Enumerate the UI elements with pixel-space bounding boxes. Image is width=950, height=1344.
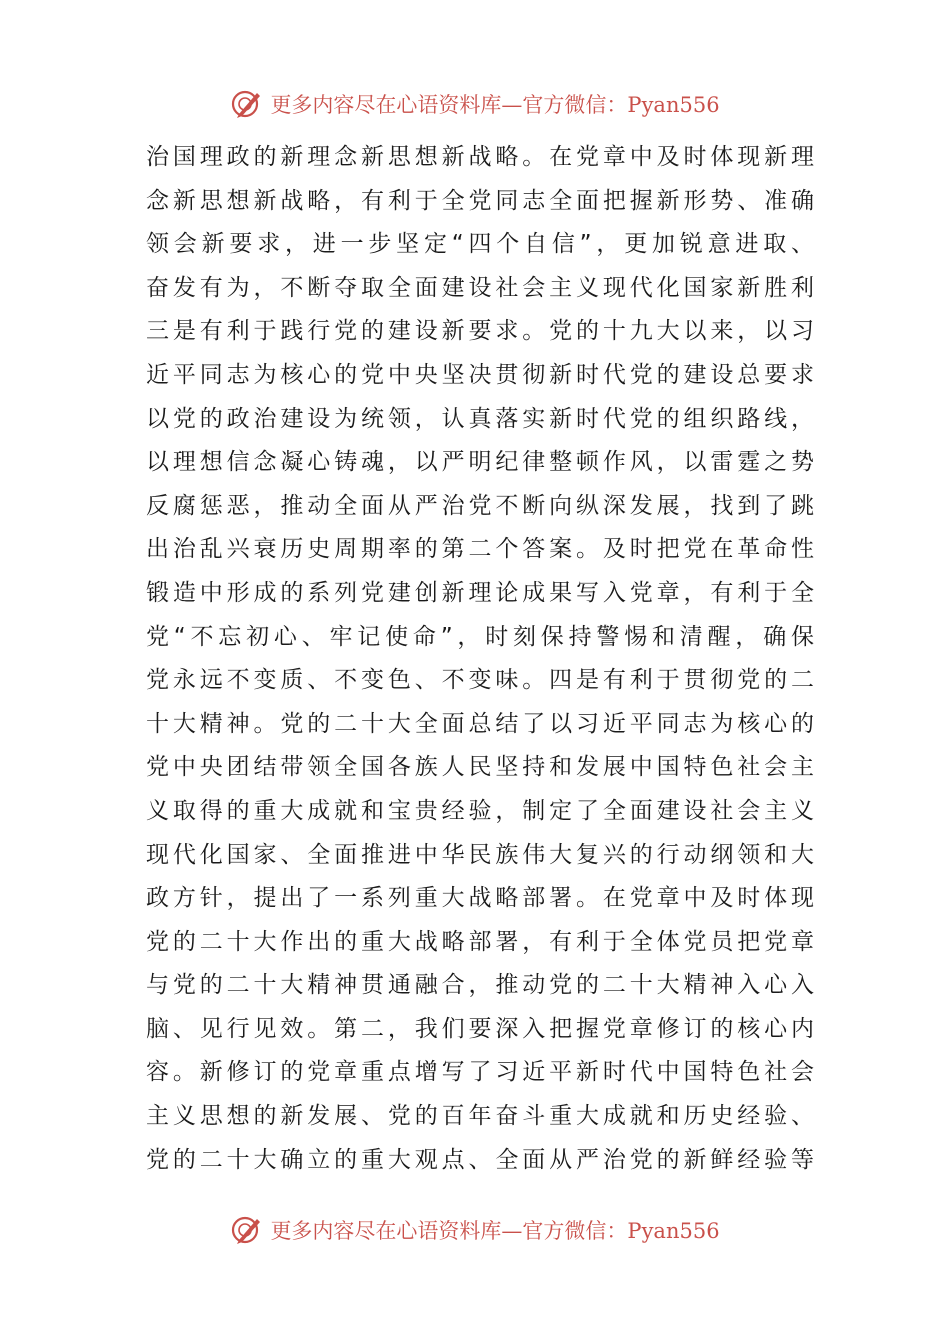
body-line: 以理想信念凝心铸魂，以严明纪律整顿作风，以雷霆之势 (146, 449, 814, 476)
body-line: 党中央团结带领全国各族人民坚持和发展中国特色社会主 (146, 754, 814, 781)
body-line: 党永远不变质、不变色、不变味。四是有利于贯彻党的二 (146, 667, 814, 694)
body-line: 近平同志为核心的党中央坚决贯彻新时代党的建设总要求 (146, 361, 814, 388)
body-line: 党的二十大确立的重大观点、全面从严治党的新鲜经验等 (146, 1146, 814, 1173)
body-line: 与党的二十大精神贯通融合，推动党的二十大精神入心入 (146, 972, 814, 999)
body-line: 出治乱兴衰历史周期率的第二个答案。及时把党在革命性 (146, 536, 814, 563)
body-line: 以党的政治建设为统领，认真落实新时代党的组织路线， (146, 405, 814, 432)
body-line: 三是有利于践行党的建设新要求。党的十九大以来，以习 (146, 318, 814, 345)
body-line: 治国理政的新理念新思想新战略。在党章中及时体现新理 (146, 144, 814, 170)
footer-watermark (0, 1210, 950, 1250)
body-line: 反腐惩恶，推动全面从严治党不断向纵深发展，找到了跳 (146, 492, 814, 519)
document-body (146, 136, 814, 1182)
body-line: 现代化国家、全面推进中华民族伟大复兴的行动纲领和大 (146, 841, 814, 868)
body-line: 义取得的重大成就和宝贵经验，制定了全面建设社会主义 (146, 797, 814, 824)
body-line: 领会新要求，进一步坚定“四个自信”，更加锐意进取、 (146, 231, 814, 258)
body-line: 容。新修订的党章重点增写了习近平新时代中国特色社会 (146, 1059, 814, 1086)
body-line: 脑、见行见效。第二，我们要深入把握党章修订的核心内 (146, 1015, 814, 1042)
footer-watermark-text: 更多内容尽在心语资料库—官方微信：Pyan556 (270, 1219, 720, 1243)
body-line: 锻造中形成的系列党建创新理论成果写入党章，有利于全 (146, 579, 814, 606)
body-line: 政方针，提出了一系列重大战略部署。在党章中及时体现 (146, 885, 814, 912)
body-line: 十大精神。党的二十大全面总结了以习近平同志为核心的 (146, 710, 814, 737)
body-line: 党的二十大作出的重大战略部署，有利于全体党员把党章 (146, 928, 814, 955)
header-watermark-text: 更多内容尽在心语资料库—官方微信：Pyan556 (270, 93, 720, 117)
body-line: 党“不忘初心、牢记使命”，时刻保持警惕和清醒，确保 (146, 623, 814, 650)
body-line: 念新思想新战略，有利于全党同志全面把握新形势、准确 (146, 187, 814, 214)
body-line: 奋发有为，不断夺取全面建设社会主义现代化国家新胜利 (146, 274, 814, 301)
pen-logo-icon (230, 1213, 264, 1247)
header-watermark (0, 84, 950, 124)
body-line: 主义思想的新发展、党的百年奋斗重大成就和历史经验、 (146, 1103, 814, 1130)
pen-logo-icon (230, 87, 264, 121)
